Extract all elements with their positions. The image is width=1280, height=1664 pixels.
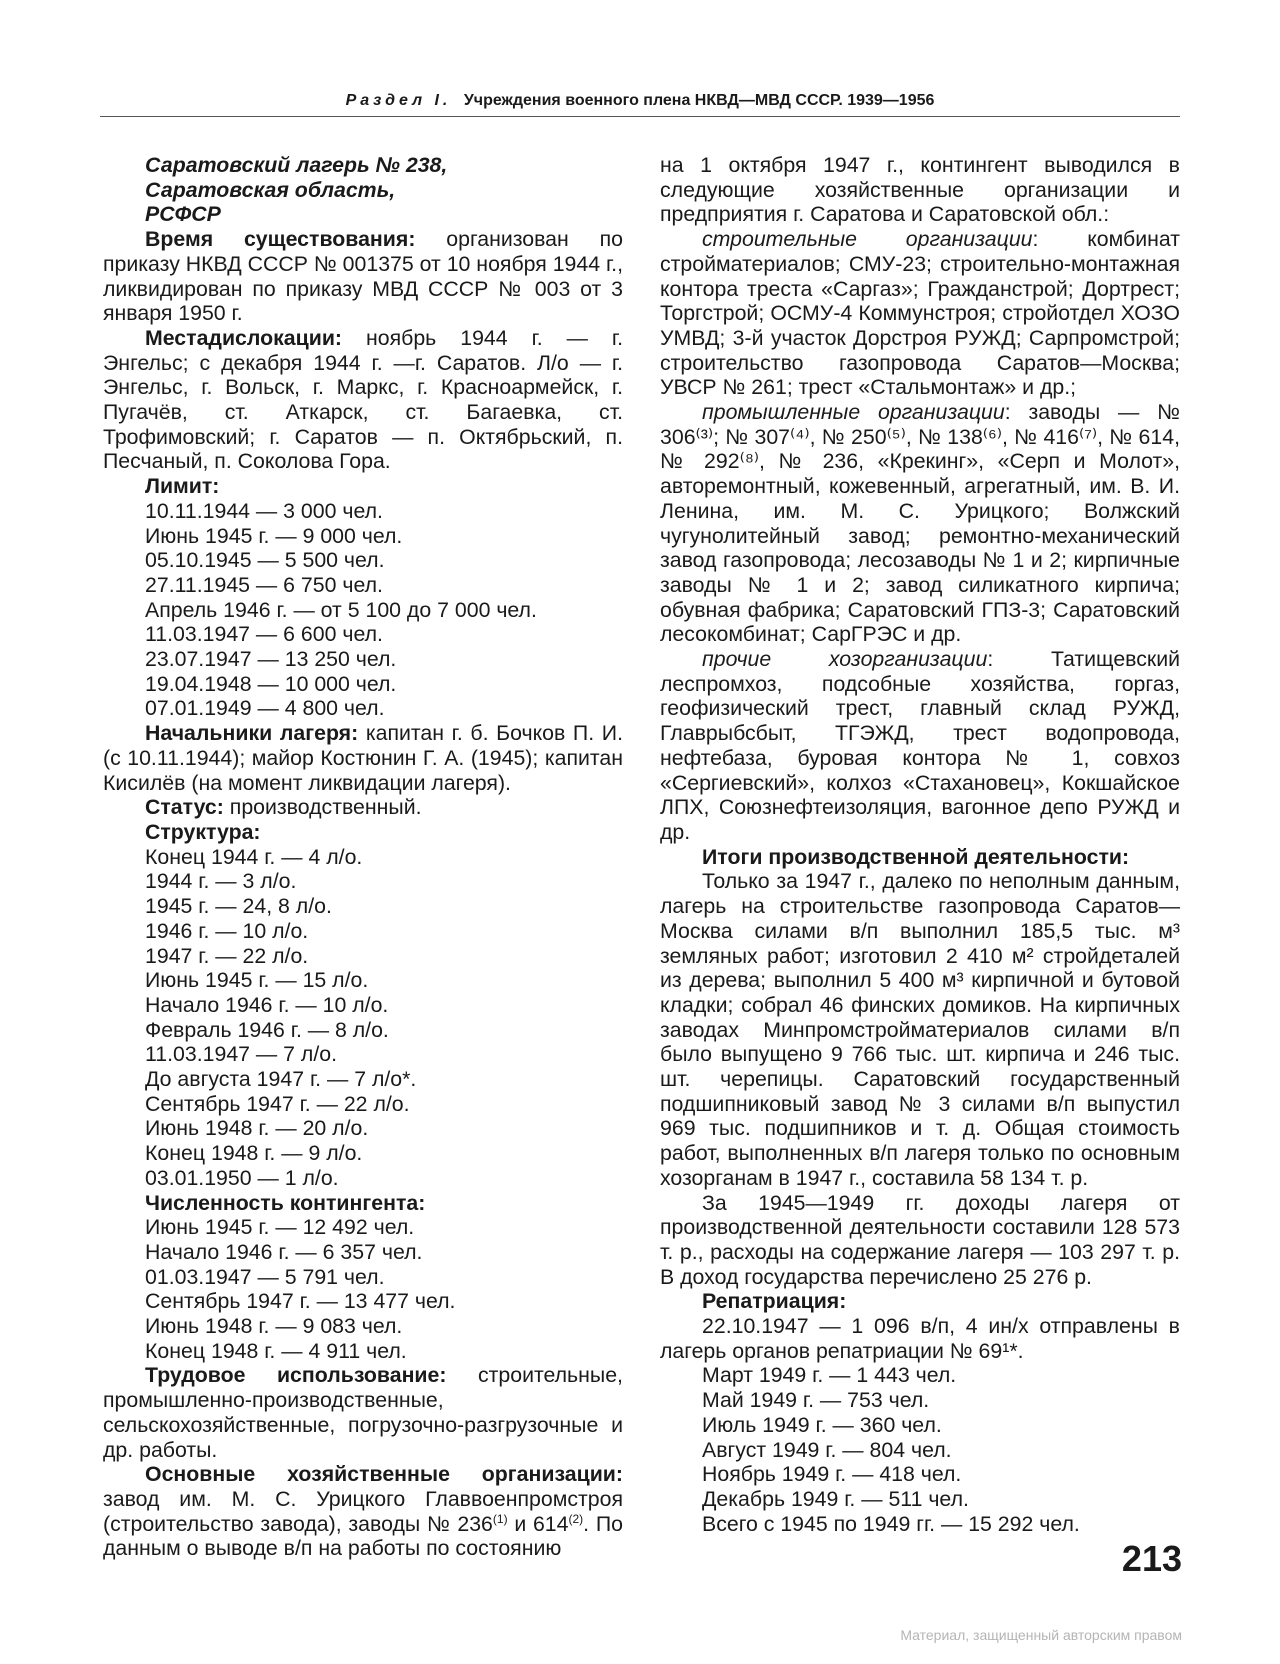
headcount-item: 01.03.1947 — 5 791 чел.	[145, 1264, 385, 1289]
structure-item: 1946 г. — 10 л/о.	[145, 918, 309, 943]
location-text: ноябрь 1944 г. — г. Энгельс; с декабря 1944 г. —г. Саратов. Л/о — г. Энгельс, г. Вольск, г. Маркс, г. Красноармейск, г. Пугачёв, ст. Аткарск, ст. Багаевка, ст. Трофимовский; г. Саратов — п. Октябрьский, п. Песчаный, п. Соколова Гора.	[103, 325, 623, 474]
limit-item: 23.07.1947 — 13 250 чел.	[145, 647, 397, 672]
construction-text: : комбинат стройматериалов; СМУ-23; строительно-монтажная контора треста «Саргаз»; Гражданстрой; Дортрест; Торгстрой; ОСМУ-4 Коммунстроя; стройотдел ХОЗО УМВД; 3-й участок Дорстроя РУЖД; Сарпромстрой; строительство газопровода Саратов—Москва; УВСР № 261; трест «Стальмонтаж» и др.;	[660, 227, 1180, 400]
income-paragraph: За 1945—1949 гг. доходы лагеря от производственной деятельности составили 128 573 т. р., расходы на содержание лагеря — 103 297 т. р. В доход государства перечислено 25 276 р.	[660, 1190, 1180, 1289]
results-label: Итоги производственной деятельности:	[702, 844, 1130, 869]
other-orgs-label: прочие хозорганизации	[702, 647, 988, 672]
labor-paragraph	[103, 1363, 623, 1462]
limit-item: 10.11.1944 — 3 000 чел.	[145, 498, 383, 523]
continuation-paragraph: на 1 октября 1947 г., контингент выводился в следующие хозяйственные организации и предприятия г. Саратова и Саратовской обл.:	[660, 153, 1180, 227]
construction-label: строительные организации	[702, 227, 1033, 252]
headcount-item: Конец 1948 г. — 4 911 чел.	[145, 1338, 407, 1363]
headcount-label: Численность контингента:	[145, 1190, 426, 1215]
industrial-label: промышленные организации	[702, 400, 1005, 425]
limit-item: 07.01.1949 — 4 800 чел.	[145, 696, 385, 721]
structure-item: До августа 1947 г. — 7 л/о*.	[145, 1067, 417, 1092]
orgs-paragraph	[103, 1462, 623, 1561]
structure-item: Начало 1946 г. — 10 л/о.	[145, 992, 389, 1017]
repatriation-item: Декабрь 1949 г. — 511 чел.	[702, 1486, 969, 1511]
camp-title-line-2: Саратовская область,	[145, 177, 396, 202]
running-header	[100, 86, 1180, 117]
labor-label: Трудовое использование:	[145, 1363, 447, 1388]
location-label: Местадислокации:	[145, 325, 343, 350]
headcount-item: Сентябрь 1947 г. — 13 477 чел.	[145, 1289, 456, 1314]
headcount-item: Июнь 1948 г. — 9 083 чел.	[145, 1314, 403, 1339]
status-paragraph	[103, 795, 623, 820]
labor-text: строительные, промышленно-производственные, сельскохозяйственные, погрузочно-разгрузочные и др. работы.	[103, 1363, 623, 1462]
limit-item: 27.11.1945 — 6 750 чел.	[145, 572, 383, 597]
structure-heading	[103, 820, 623, 845]
limit-item: 05.10.1945 — 5 500 чел.	[145, 548, 385, 573]
repatriation-heading	[660, 1289, 1180, 1314]
repatriation-item: Июль 1949 г. — 360 чел.	[702, 1412, 942, 1437]
results-heading	[660, 845, 1180, 870]
structure-item: 1947 г. — 22 л/о.	[145, 943, 309, 968]
repatriation-item: Март 1949 г. — 1 443 чел.	[702, 1363, 957, 1388]
page-number: 213	[1121, 1538, 1182, 1579]
status-text: производственный.	[223, 795, 422, 820]
structure-item: Июнь 1945 г. — 15 л/о.	[145, 968, 369, 993]
structure-item: 11.03.1947 — 7 л/о.	[145, 1042, 338, 1067]
headcount-item: Июнь 1945 г. — 12 492 чел.	[145, 1215, 415, 1240]
right-column	[660, 153, 1180, 1536]
other-orgs-text: : Татищевский леспромхоз, подсобные хозяйства, горгаз, геофизический трест, главный склад РУЖД, Главрыбсбыт, ТГЭЖД, трест водопровода, нефтебаза, буровая контора № 1, совхоз «Сергиевский», колхоз «Стахановец», Кокшайское ЛПХ, Союзнефтеизоляция, вагонное депо РУЖД и др.	[660, 647, 1180, 844]
structure-item: Февраль 1946 г. — 8 л/о.	[145, 1017, 389, 1042]
repatriation-item: Ноябрь 1949 г. — 418 чел.	[702, 1462, 962, 1487]
repatriation-item: Август 1949 г. — 804 чел.	[702, 1437, 952, 1462]
camp-title-line-1: Саратовский лагерь № 238,	[145, 153, 448, 177]
repatriation-item: Май 1949 г. — 753 чел.	[702, 1388, 930, 1413]
copyright-watermark: Материал, защищенный авторским правом	[900, 1627, 1182, 1643]
existence-label: Время существования:	[145, 227, 416, 252]
structure-item: 1945 г. — 24, 8 л/о.	[145, 894, 332, 919]
existence-paragraph	[103, 227, 623, 326]
existence-text: организован по приказу НКВД СССР № 001375 от 10 ноября 1944 г., ликвидирован по приказу МВД СССР № 003 от 3 января 1950 г.	[103, 227, 623, 326]
chiefs-text: капитан г. б. Бочков П. И. (с 10.11.1944); майор Костюнин Г. А. (1945); капитан Кисилёв (на момент ликвидации лагеря).	[103, 721, 623, 795]
structure-item: Июнь 1948 г. — 20 л/о.	[145, 1116, 369, 1141]
repatriation-item: Всего с 1945 по 1949 гг. — 15 292 чел.	[702, 1511, 1080, 1536]
limit-heading	[103, 474, 623, 499]
limit-item: Июнь 1945 г. — 9 000 чел.	[145, 523, 403, 548]
structure-item: Конец 1944 г. — 4 л/о.	[145, 844, 363, 869]
camp-title-line-3: РСФСР	[145, 202, 221, 227]
structure-item: Конец 1948 г. — 9 л/о.	[145, 1141, 363, 1166]
repatriation-paragraph: 22.10.1947 — 1 096 в/п, 4 ин/х отправлены в лагерь органов репатриации № 69¹*.	[660, 1314, 1180, 1363]
status-label: Статус:	[145, 795, 224, 820]
structure-item: 03.01.1950 — 1 л/о.	[145, 1165, 339, 1190]
location-paragraph	[103, 326, 623, 474]
industrial-paragraph	[660, 400, 1180, 647]
orgs-text: . По данным о выводе в/п на работы по состоянию	[103, 1511, 623, 1561]
orgs-label: Основные хозяйственные организации:	[145, 1462, 623, 1487]
structure-label: Структура:	[145, 819, 261, 844]
orgs-text: и 614	[507, 1511, 569, 1536]
other-orgs-paragraph	[660, 647, 1180, 845]
left-column	[103, 153, 623, 1561]
industrial-text: : заводы — № 306⁽³⁾; № 307⁽⁴⁾, № 250⁽⁵⁾, № 138⁽⁶⁾, № 416⁽⁷⁾, № 614, № 292⁽⁸⁾, № 236, «Крекинг», «Серп и Молот», авторемонтный, кожевенный, агрегатный, им. В. И. Ленина, им. М. С. Урицкого; Волжский чугунолитейный завод; ремонтно-механический завод газопровода; лесозаводы № 1 и 2; кирпичные заводы № 1 и 2; завод силикатного кирпича; обувная фабрика; Саратовский ГПЗ-3; Саратовский лесокомбинат; СарГРЭС и др.	[660, 400, 1180, 647]
limit-item: 19.04.1948 — 10 000 чел.	[145, 671, 397, 696]
results-paragraph: Только за 1947 г., далеко по неполным данным, лагерь на строительстве газопровода Саратов—Москва силами в/п выполнил 185,5 тыс. м³ земляных работ; изготовил 2 410 м² стройдеталей из дерева; выполнил 5 400 м³ кирпичной и бутовой кладки; собрал 46 финских домиков. На кирпичных заводах Минпромстройматериалов силами в/п было выпущено 9 766 тыс. шт. кирпича и 246 тыс. шт. черепицы. Саратовский государственный подшипниковый завод № 3 силами в/п выпустил 969 тыс. подшипников и т. д. Общая стоимость работ, выполненных в/п лагеря только по основным хозорганам в 1947 г., составила 58 134 т. р.	[660, 869, 1180, 1190]
construction-paragraph	[660, 227, 1180, 400]
header-title: Учреждения военного плена НКВД—МВД СССР. 1939—1956	[463, 92, 935, 109]
chiefs-label: Начальники лагеря:	[145, 721, 359, 746]
orgs-text: завод им. М. С. Урицкого Главвоенпромстроя (строительство завода), заводы № 236	[103, 1486, 623, 1536]
footnote-ref: (1)	[492, 1511, 508, 1526]
section-label: Раздел I.	[345, 92, 452, 109]
limit-label: Лимит:	[145, 474, 220, 499]
structure-item: Сентябрь 1947 г. — 22 л/о.	[145, 1091, 410, 1116]
footnote-ref: (2)	[568, 1511, 584, 1526]
repatriation-label: Репатриация:	[702, 1289, 847, 1314]
limit-item: Апрель 1946 г. — от 5 100 до 7 000 чел.	[145, 597, 537, 622]
chiefs-paragraph	[103, 721, 623, 795]
headcount-heading	[103, 1191, 623, 1216]
headcount-item: Начало 1946 г. — 6 357 чел.	[145, 1239, 423, 1264]
limit-item: 11.03.1947 — 6 600 чел.	[145, 622, 383, 647]
structure-item: 1944 г. — 3 л/о.	[145, 869, 297, 894]
